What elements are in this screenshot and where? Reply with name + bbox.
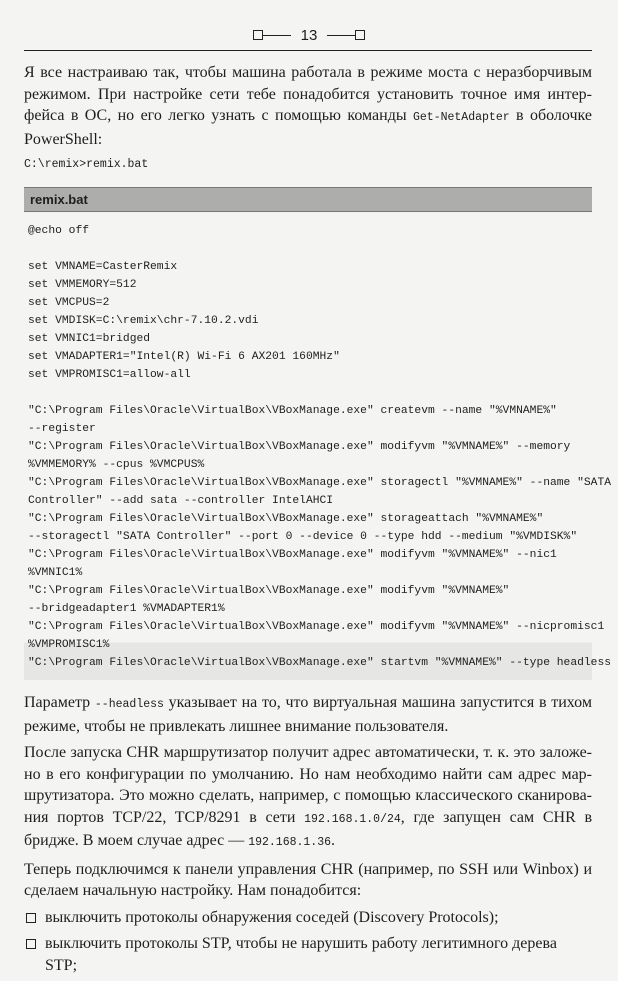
code-line: --register	[28, 423, 96, 435]
inline-code: Get-NetAdapter	[413, 111, 510, 124]
command-line: C:\remix>remix.bat	[24, 158, 149, 171]
list-item: выключить протоколы STP, чтобы не нарушить работу легитимного дерева STP;	[24, 933, 592, 976]
header-ornament-left	[253, 30, 263, 40]
code-line: Controller" --add sata --controller IntelAHCI	[28, 495, 334, 507]
page-header	[0, 26, 618, 44]
intro-paragraph: Я все настраиваю так, чтобы машина работала в режиме моста с неразборчивым режимом. При настройке сети тебе понадобится установить точное имя интерфейса в ОС, но его легко узнать с помощью команды Get-NetAdapter в оболочке PowerShell:	[24, 64, 593, 148]
listing-title: remix.bat	[24, 187, 592, 212]
code-line: "C:\Program Files\Oracle\VirtualBox\VBoxManage.exe" modifyvm "%VMNAME%" --nic1	[28, 549, 557, 561]
code-line: @echo off	[28, 225, 90, 237]
code-line: set VMMEMORY=512	[28, 279, 137, 291]
code-line	[28, 384, 592, 402]
inline-code: --headless	[94, 698, 164, 711]
code-line: "C:\Program Files\Oracle\VirtualBox\VBoxManage.exe" createvm --name "%VMNAME%"	[28, 405, 557, 417]
code-line: --storagectl "SATA Controller" --port 0 --device 0 --type hdd --medium "%VMDISK%"	[28, 531, 578, 543]
code-line: set VMCPUS=2	[28, 297, 110, 309]
code-listing	[24, 212, 612, 680]
code-line: "C:\Program Files\Oracle\VirtualBox\VBoxManage.exe" storagectl "%VMNAME%" --name "SATA	[28, 477, 612, 489]
code-line: set VMNAME=CasterRemix	[28, 261, 178, 273]
page-content	[24, 62, 612, 981]
paragraph-address: После запуска CHR маршрутизатор получит адрес автоматически, т. к. это заложено в его конфигурации по умолчанию. Но нам необходимо найти сам адрес маршрутизатора. Это можно сделать, например, с помощью классического сканирования портов TCP/22, TCP/8291 в сети 192.168.1.0/24, где запущен сам CHR в бридже. В моем случае адрес — 192.168.1.36.	[24, 744, 593, 849]
header-rule	[24, 50, 592, 51]
inline-code: 192.168.1.36	[248, 836, 332, 849]
code-line: set VMADAPTER1="Intel(R) Wi-Fi 6 AX201 160MHz"	[28, 351, 340, 363]
code-line: %VMMEMORY% --cpus %VMCPUS%	[28, 459, 205, 471]
code-line: %VMPROMISC1%	[28, 639, 110, 651]
paragraph-connect: Теперь подключимся к панели управления CHR (например, по SSH или Winbox) и сделаем начальную настройку. Нам понадобится:	[24, 860, 592, 899]
code-line: "C:\Program Files\Oracle\VirtualBox\VBoxManage.exe" modifyvm "%VMNAME%" --memory	[28, 441, 571, 453]
code-line: --bridgeadapter1 %VMADAPTER1%	[28, 603, 225, 615]
code-line: set VMDISK=C:\remix\chr-7.10.2.vdi	[28, 315, 259, 327]
header-ornament-right	[355, 30, 365, 40]
paragraph-headless: Параметр --headless указывает на то, что виртуальная машина запустится в тихом режиме, чтобы не привлекать лишнее внимание пользователя.	[24, 694, 593, 735]
code-line: set VMPROMISC1=allow-all	[28, 369, 191, 381]
checkbox-bullet-icon	[26, 913, 36, 923]
code-line: "C:\Program Files\Oracle\VirtualBox\VBoxManage.exe" startvm "%VMNAME%" --type headless	[28, 657, 612, 669]
checkbox-bullet-icon	[26, 939, 36, 949]
code-line: "C:\Program Files\Oracle\VirtualBox\VBoxManage.exe" modifyvm "%VMNAME%"	[28, 585, 510, 597]
code-line: "C:\Program Files\Oracle\VirtualBox\VBoxManage.exe" storageattach "%VMNAME%"	[28, 513, 544, 525]
list-item: выключить протоколы обнаружения соседей (Discovery Protocols);	[24, 907, 592, 929]
inline-code: 192.168.1.0/24	[304, 812, 401, 826]
code-line	[28, 240, 592, 258]
code-line: %VMNIC1%	[28, 567, 83, 579]
code-line: set VMNIC1=bridged	[28, 333, 151, 345]
page-number: 13	[300, 26, 318, 44]
code-line: "C:\Program Files\Oracle\VirtualBox\VBoxManage.exe" modifyvm "%VMNAME%" --nicpromisc1	[28, 621, 605, 633]
